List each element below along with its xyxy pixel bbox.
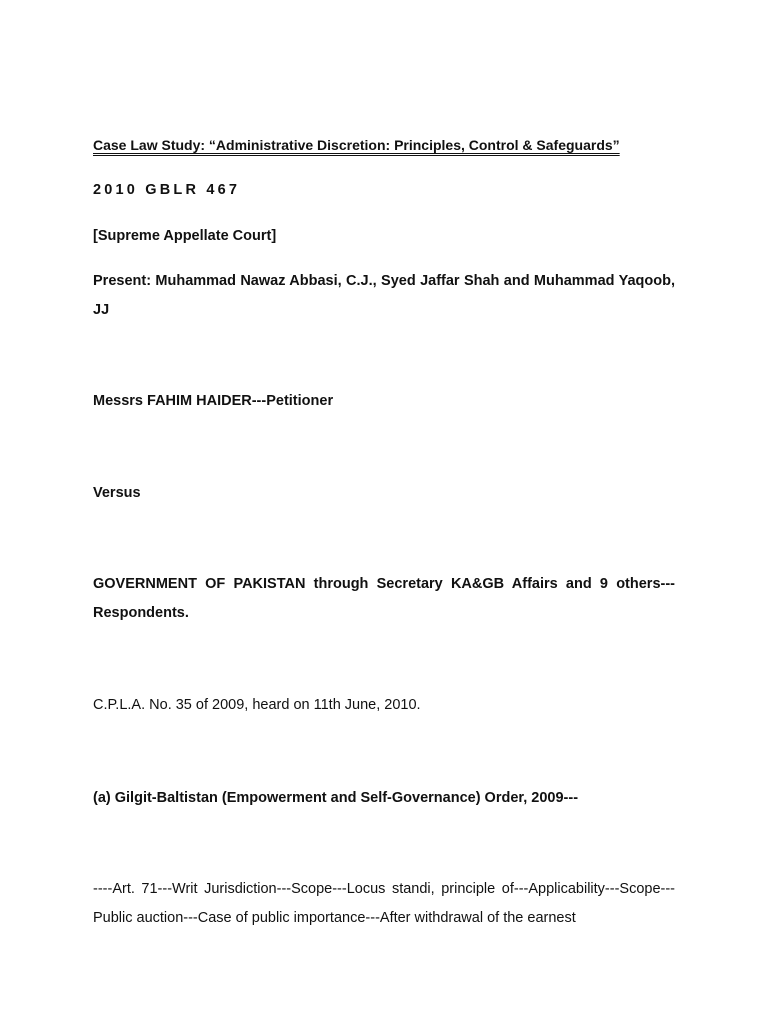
respondents-line: GOVERNMENT OF PAKISTAN through Secretary KA&GB Affairs and 9 others---Respondents. [93, 576, 675, 621]
body-paragraph: ----Art. 71---Writ Jurisdiction---Scope---Locus standi, principle of---Applicability---Scope---Public auction---Case of public importance---After withdrawal of the earnest [93, 881, 675, 926]
versus-line: Versus [93, 485, 141, 501]
document-title: Case Law Study: “Administrative Discretion: Principles, Control & Safeguards” [93, 137, 620, 153]
petitioner-line: Messrs FAHIM HAIDER---Petitioner [93, 393, 334, 409]
section-heading-a: (a) Gilgit-Baltistan (Empowerment and Self-Governance) Order, 2009--- [93, 790, 579, 806]
case-citation: 2010 GBLR 467 [93, 182, 241, 198]
bench-present: Present: Muhammad Nawaz Abbasi, C.J., Syed Jaffar Shah and Muhammad Yaqoob, JJ [93, 273, 675, 318]
case-number: C.P.L.A. No. 35 of 2009, heard on 11th June, 2010. [93, 697, 421, 713]
court-name: [Supreme Appellate Court] [93, 228, 277, 244]
